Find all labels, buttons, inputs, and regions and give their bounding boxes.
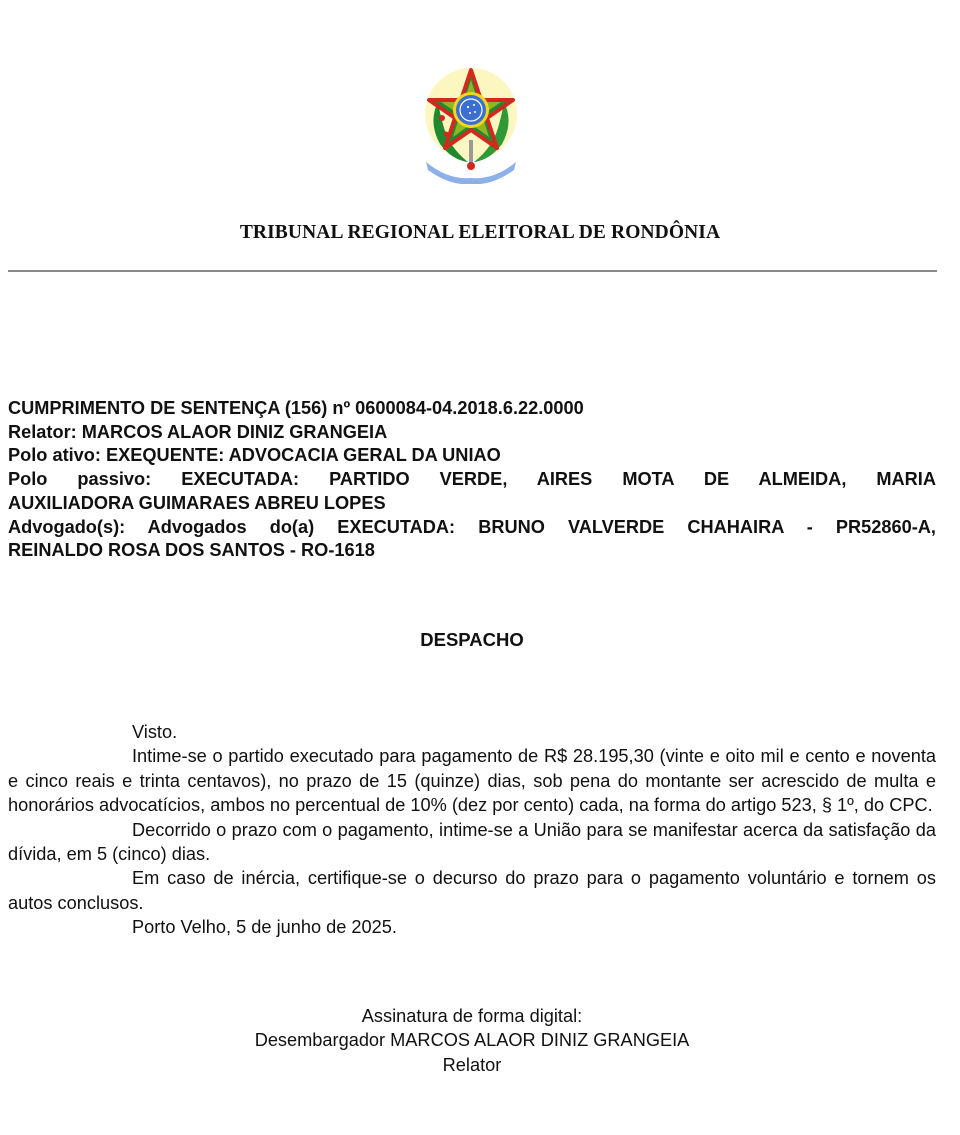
case-header (8, 397, 936, 563)
brazil-coat-of-arms-icon (418, 62, 524, 184)
court-name: TRIBUNAL REGIONAL ELEITORAL DE RONDÔNIA (239, 222, 721, 243)
header-divider (8, 270, 937, 272)
paragraph-visto: Visto. (132, 722, 178, 742)
document-body (8, 720, 936, 940)
paragraph-intimacao: Intime-se o partido executado para pagamento de R$ 28.195,30 (vinte e oito mil e cento e noventa e cinco reais e trinta centavos), no prazo de 15 (quinze) dias, sob pena do montante ser acrescido de multa e honorários advocatícios, ambos no percentual de 10% (dez por cento) cada, na forma do artigo 523, § 1º, do CPC. (8, 746, 936, 816)
signature-name: Desembargador MARCOS ALAOR DINIZ GRANGEIA (254, 1030, 690, 1051)
case-number: CUMPRIMENTO DE SENTENÇA (156) nº 0600084-04.2018.6.22.0000 (8, 398, 584, 418)
case-relator: Relator: MARCOS ALAOR DINIZ GRANGEIA (8, 421, 388, 442)
paragraph-inercia: Em caso de inércia, certifique-se o decurso do prazo para o pagamento voluntário e tornem os autos conclusos. (8, 868, 936, 913)
case-passive-party-cont: AUXILIADORA GUIMARAES ABREU LOPES (8, 492, 386, 513)
paragraph-date: Porto Velho, 5 de junho de 2025. (132, 917, 397, 938)
document-type-title: DESPACHO (420, 629, 524, 650)
case-active-party: Polo ativo: EXEQUENTE: ADVOCACIA GERAL DA UNIAO (8, 445, 501, 466)
case-lawyers: Advogado(s): Advogados do(a) EXECUTADA: BRUNO VALVERDE CHAHAIRA - PR52860-A, (8, 516, 936, 537)
signature-block (0, 1004, 944, 1077)
signature-role: Relator (442, 1054, 502, 1075)
signature-label: Assinatura de forma digital: (361, 1006, 583, 1026)
paragraph-decorrido: Decorrido o prazo com o pagamento, intime-se a União para se manifestar acerca da satisfação da dívida, em 5 (cinco) dias. (8, 819, 936, 865)
case-lawyers-cont: REINALDO ROSA DOS SANTOS - RO-1618 (8, 540, 375, 561)
case-passive-party: Polo passivo: EXECUTADA: PARTIDO VERDE, AIRES MOTA DE ALMEIDA, MARIA (8, 469, 936, 490)
